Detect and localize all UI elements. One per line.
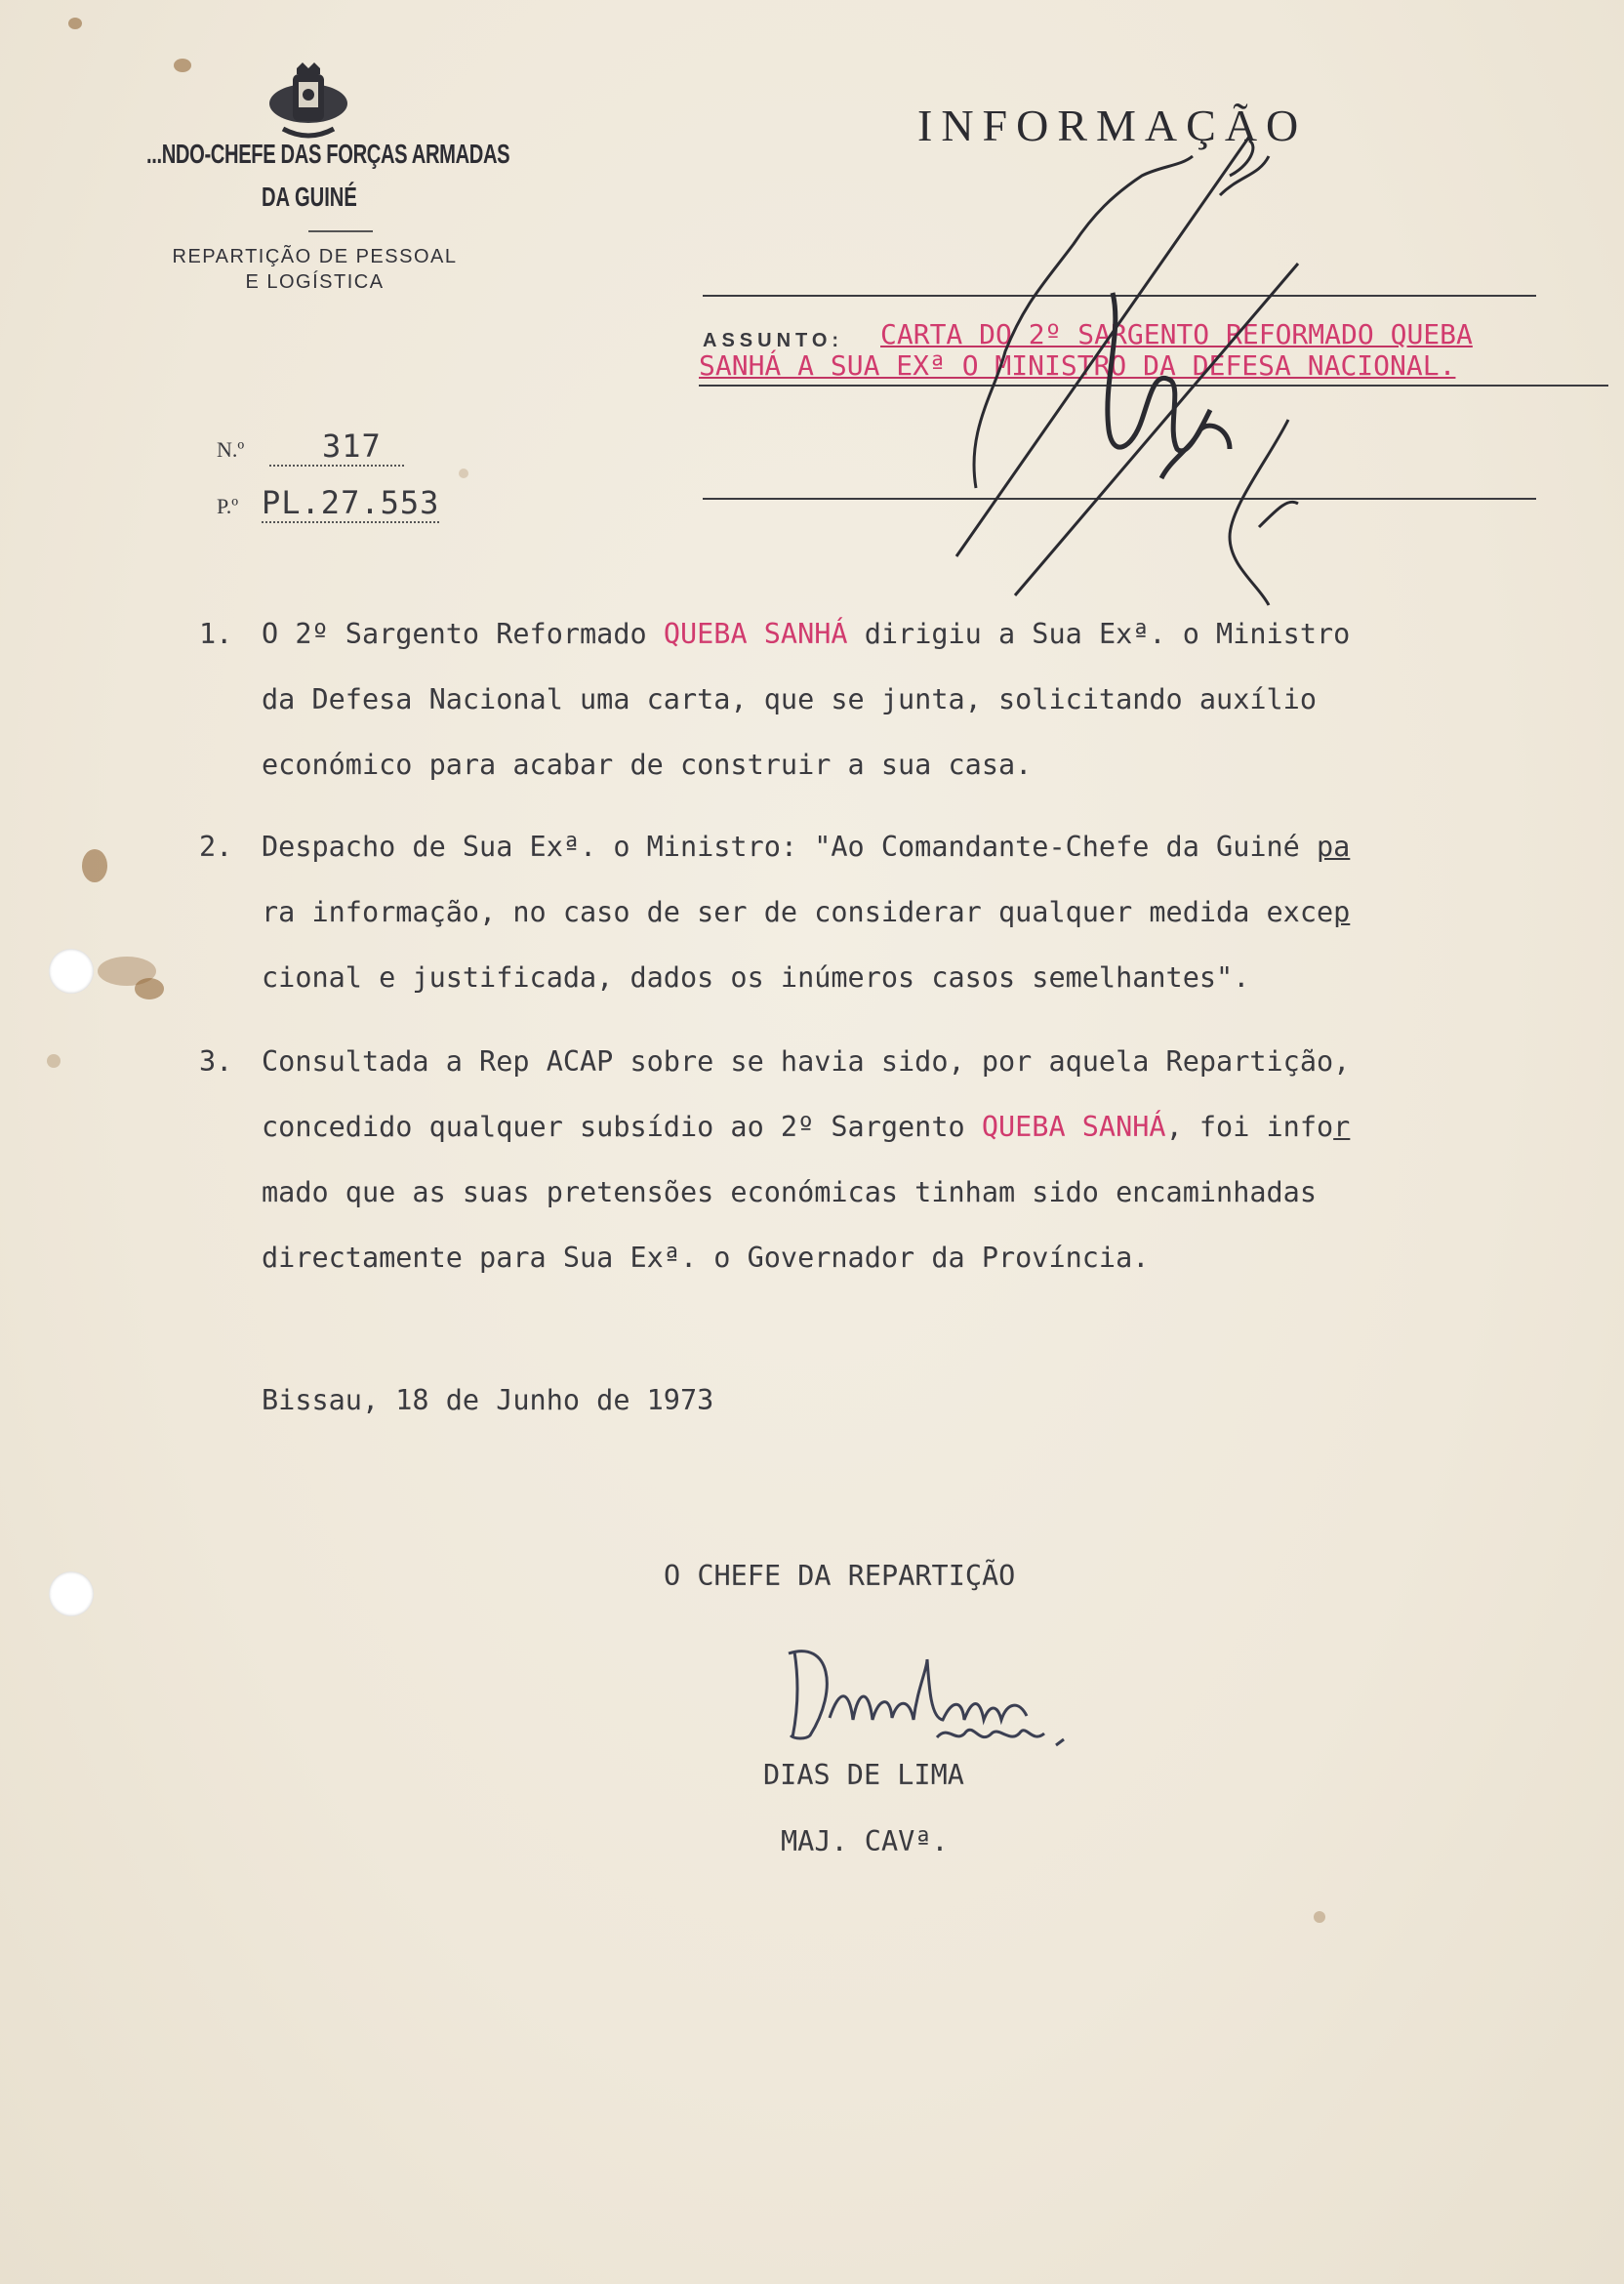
paper-stain	[68, 18, 82, 29]
coat-of-arms-emblem	[264, 61, 353, 143]
paragraph-line: concedido qualquer subsídio ao 2º Sargento QUEBA SANHÁ, foi infor	[262, 1111, 1351, 1143]
paper-stain	[135, 978, 164, 999]
process-number: PL.27.553	[262, 484, 440, 521]
paragraph-number: 3.	[199, 1045, 233, 1078]
dateline: Bissau, 18 de Junho de 1973	[262, 1384, 714, 1416]
paragraph-line: O 2º Sargento Reformado QUEBA SANHÁ dirigiu a Sua Exª. o Ministro	[262, 618, 1351, 650]
department-name: REPARTIÇÃO DE PESSOAL	[172, 246, 458, 267]
paper-stain	[47, 1054, 61, 1068]
punch-hole	[49, 949, 94, 994]
paragraph-line: mado que as suas pretensões económicas tinham sido encaminhadas	[262, 1176, 1317, 1208]
paper-stain	[459, 469, 468, 478]
document-number: 317	[269, 428, 404, 467]
paragraph-line: económico para acabar de construir a sua casa.	[262, 749, 1033, 781]
paragraph-line: Despacho de Sua Exª. o Ministro: "Ao Comandante-Chefe da Guiné pa	[262, 831, 1351, 863]
paragraph-number: 2.	[199, 831, 233, 863]
paragraph-line: ra informação, no caso de ser de considerar qualquer medida excep	[262, 896, 1351, 928]
document-title: INFORMAÇÃO	[917, 101, 1308, 150]
paper-stain	[82, 849, 107, 882]
paragraph-line: cional e justificada, dados os inúmeros casos semelhantes".	[262, 961, 1250, 994]
paragraph-line: directamente para Sua Exª. o Governador da Província.	[262, 1242, 1150, 1274]
paper-stain	[1314, 1911, 1325, 1923]
headquarters-subtitle: DA GUINÉ	[262, 182, 357, 212]
punch-hole	[49, 1571, 94, 1616]
department-name-continued: E LOGÍSTICA	[245, 271, 385, 293]
signatory-name: DIAS DE LIMA	[763, 1759, 964, 1791]
divider	[308, 230, 373, 232]
highlighted-name: QUEBA SANHÁ	[981, 1111, 1166, 1143]
signatory-title: O CHEFE DA REPARTIÇÃO	[664, 1560, 1016, 1592]
process-label: P.º	[217, 494, 239, 518]
paper-stain	[174, 59, 191, 72]
paragraph-line: Consultada a Rep ACAP sobre se havia sido, por aquela Repartição,	[262, 1045, 1351, 1078]
number-label: N.º	[217, 437, 245, 462]
signatory-rank: MAJ. CAVª.	[781, 1825, 949, 1857]
subject-line-1: CARTA DO 2º SARGENTO REFORMADO QUEBA	[880, 318, 1473, 350]
handwritten-signature	[771, 1630, 1152, 1776]
headquarters-title: ...NDO-CHEFE DAS FORÇAS ARMADAS	[146, 139, 510, 169]
subject-line-2: SANHÁ A SUA EXª O MINISTRO DA DEFESA NACIONAL.	[699, 349, 1456, 382]
paragraph-line: da Defesa Nacional uma carta, que se junta, solicitando auxílio	[262, 683, 1317, 715]
subject-label: ASSUNTO:	[703, 330, 844, 351]
paragraph-number: 1.	[199, 618, 233, 650]
highlighted-name: QUEBA SANHÁ	[663, 618, 848, 650]
handwritten-annotation	[937, 137, 1386, 615]
